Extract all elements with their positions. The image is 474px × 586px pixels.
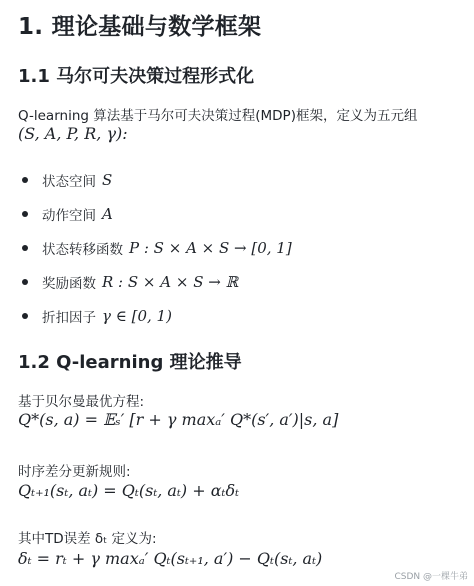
bullet-dot — [22, 313, 28, 319]
subsection-title-mdp: 1.1 马尔可夫决策过程形式化 — [18, 66, 255, 87]
td-rule-label: 时序差分更新规则: — [18, 464, 131, 480]
mdp-intro-text: Q-learning 算法基于马尔可夫决策过程(MDP)框架，定义为五元组 — [18, 108, 418, 124]
td-error-equation: δₜ = rₜ + γ maxₐ′ Qₜ(sₜ₊₁, a′) − Qₜ(sₜ, aₜ) — [18, 549, 323, 568]
item-label: 折扣因子 — [42, 310, 96, 326]
section-title: 1. 理论基础与数学框架 — [18, 14, 262, 40]
bellman-equation: Q*(s, a) = 𝔼ₛ′ [r + γ maxₐ′ Q*(s′, a′)|s, a] — [18, 410, 339, 429]
bellman-label: 基于贝尔曼最优方程: — [18, 394, 145, 410]
item-math: S — [102, 171, 113, 189]
bullet-dot — [22, 177, 28, 183]
list-item — [22, 202, 113, 226]
td-rule-equation: Qₜ₊₁(sₜ, aₜ) = Qₜ(sₜ, aₜ) + αₜδₜ — [18, 481, 240, 500]
subsection-title-qlearning: 1.2 Q-learning 理论推导 — [18, 352, 242, 373]
list-item — [22, 236, 292, 260]
item-math: γ ∈ [0, 1) — [102, 307, 172, 325]
item-math: A — [102, 205, 113, 223]
td-error-label: 其中TD误差 δₜ 定义为: — [18, 531, 157, 547]
bullet-dot — [22, 211, 28, 217]
bullet-dot — [22, 279, 28, 285]
mdp-tuple: (S, A, P, R, γ): — [18, 124, 128, 143]
item-label: 动作空间 — [42, 208, 96, 224]
item-label: 奖励函数 — [42, 276, 96, 292]
bullet-dot — [22, 245, 28, 251]
item-label: 状态转移函数 — [42, 242, 123, 258]
item-math: R : S × A × S → ℝ — [102, 273, 239, 291]
list-item — [22, 270, 238, 294]
list-item — [22, 304, 172, 328]
list-item — [22, 168, 112, 192]
watermark: CSDN @一棵牛弟 — [394, 572, 468, 582]
item-label: 状态空间 — [42, 174, 96, 190]
item-math: P : S × A × S → [0, 1] — [129, 239, 292, 257]
